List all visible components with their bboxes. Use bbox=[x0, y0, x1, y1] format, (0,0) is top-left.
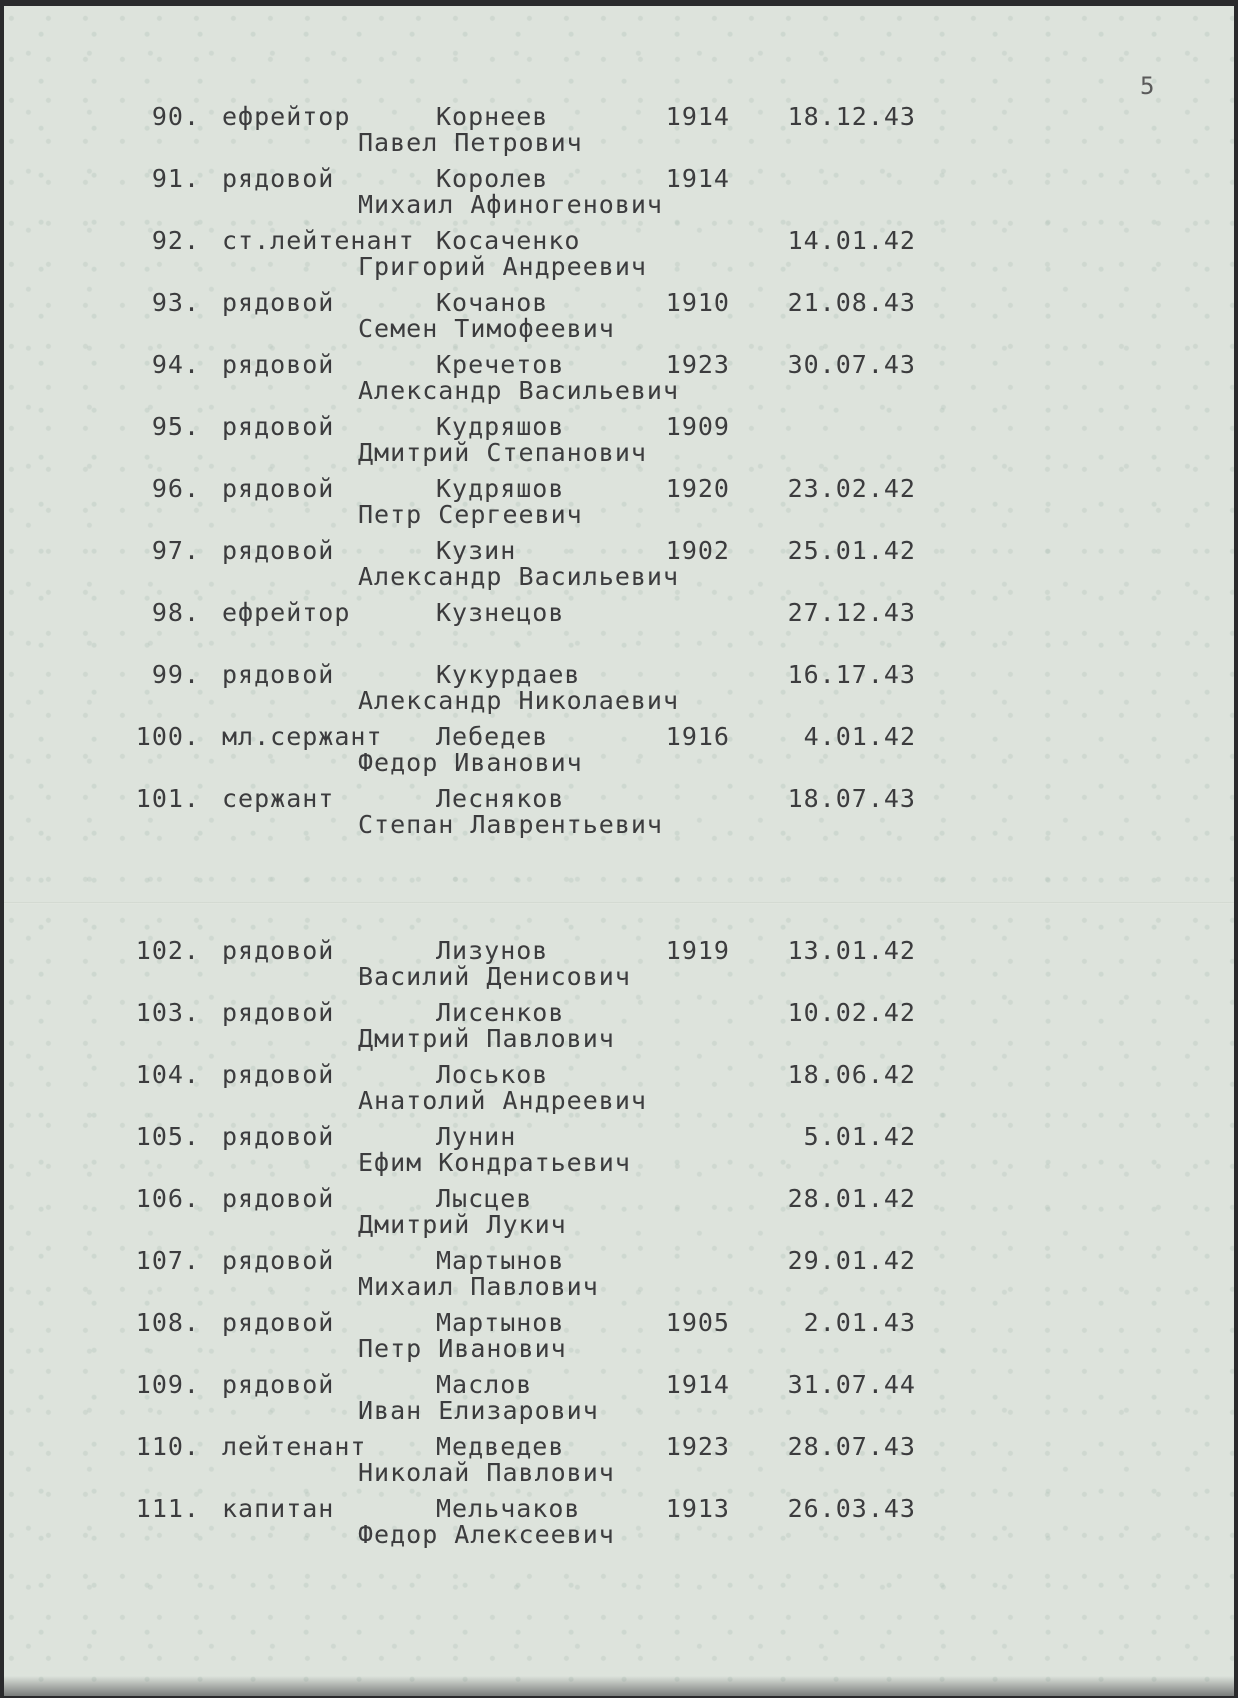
entry-birth-year: 1914 bbox=[665, 164, 730, 193]
entry-rank: рядовой bbox=[222, 412, 335, 441]
list-entry bbox=[4, 1246, 1234, 1306]
entry-rank: рядовой bbox=[222, 1246, 335, 1275]
entry-number: 104. bbox=[135, 1060, 200, 1089]
list-entry bbox=[4, 1370, 1234, 1430]
entry-birth-year: 1923 bbox=[665, 350, 730, 379]
entry-given-name: Ефим Кондратьевич bbox=[358, 1148, 631, 1177]
entry-rank: ефрейтор bbox=[222, 102, 351, 131]
entry-date: 28.07.43 bbox=[787, 1432, 916, 1461]
entry-date: 18.07.43 bbox=[787, 784, 916, 813]
entry-surname: Медведев bbox=[436, 1432, 565, 1461]
entry-date: 13.01.42 bbox=[787, 936, 916, 965]
entry-date: 28.01.42 bbox=[787, 1184, 916, 1213]
list-entry bbox=[4, 536, 1234, 596]
entry-number: 91. bbox=[151, 164, 200, 193]
entry-birth-year: 1920 bbox=[665, 474, 730, 503]
entry-rank: рядовой bbox=[222, 1308, 335, 1337]
entry-surname: Мартынов bbox=[436, 1308, 565, 1337]
entry-date: 26.03.43 bbox=[787, 1494, 916, 1523]
entry-date: 16.17.43 bbox=[787, 660, 916, 689]
entry-date: 30.07.43 bbox=[787, 350, 916, 379]
entry-given-name: Михаил Афиногенович bbox=[358, 190, 663, 219]
entry-number: 101. bbox=[135, 784, 200, 813]
list-entry bbox=[4, 288, 1234, 348]
entry-surname: Лебедев bbox=[436, 722, 549, 751]
entry-date: 4.01.42 bbox=[803, 722, 916, 751]
entry-date: 23.02.42 bbox=[787, 474, 916, 503]
entry-rank: рядовой bbox=[222, 936, 335, 965]
entry-given-name: Василий Денисович bbox=[358, 962, 631, 991]
list-entry bbox=[4, 784, 1234, 844]
entry-date: 21.08.43 bbox=[787, 288, 916, 317]
entry-surname: Мельчаков bbox=[436, 1494, 581, 1523]
entry-given-name: Николай Павлович bbox=[358, 1458, 615, 1487]
entry-birth-year: 1914 bbox=[665, 102, 730, 131]
list-entry bbox=[4, 660, 1234, 720]
paper-fold-line bbox=[4, 902, 1234, 904]
entry-rank: рядовой bbox=[222, 1370, 335, 1399]
entry-date: 5.01.42 bbox=[803, 1122, 916, 1151]
entry-rank: ст.лейтенант bbox=[222, 226, 415, 255]
entry-given-name: Анатолий Андреевич bbox=[358, 1086, 647, 1115]
entry-surname: Косаченко bbox=[436, 226, 581, 255]
document-page bbox=[4, 6, 1234, 1696]
entry-date: 31.07.44 bbox=[787, 1370, 916, 1399]
entry-number: 108. bbox=[135, 1308, 200, 1337]
list-entry bbox=[4, 412, 1234, 472]
entry-number: 106. bbox=[135, 1184, 200, 1213]
entry-rank: рядовой bbox=[222, 350, 335, 379]
entry-number: 93. bbox=[151, 288, 200, 317]
entry-rank: рядовой bbox=[222, 998, 335, 1027]
entry-number: 97. bbox=[151, 536, 200, 565]
list-entry bbox=[4, 1184, 1234, 1244]
entry-surname: Маслов bbox=[436, 1370, 533, 1399]
entry-surname: Лунин bbox=[436, 1122, 517, 1151]
entry-surname: Кочанов bbox=[436, 288, 549, 317]
entry-date: 25.01.42 bbox=[787, 536, 916, 565]
list-entry bbox=[4, 722, 1234, 782]
list-entry bbox=[4, 1432, 1234, 1492]
entry-rank: сержант bbox=[222, 784, 335, 813]
entry-given-name: Федор Иванович bbox=[358, 748, 583, 777]
entry-surname: Лизунов bbox=[436, 936, 549, 965]
entry-number: 95. bbox=[151, 412, 200, 441]
entry-surname: Лысцев bbox=[436, 1184, 533, 1213]
list-entry bbox=[4, 474, 1234, 534]
entry-number: 102. bbox=[135, 936, 200, 965]
entry-surname: Кукурдаев bbox=[436, 660, 581, 689]
entry-birth-year: 1905 bbox=[665, 1308, 730, 1337]
entry-given-name: Александр Васильевич bbox=[358, 562, 680, 591]
entry-number: 98. bbox=[151, 598, 200, 627]
list-entry bbox=[4, 1122, 1234, 1182]
entry-birth-year: 1909 bbox=[665, 412, 730, 441]
entry-number: 92. bbox=[151, 226, 200, 255]
entry-surname: Кудряшов bbox=[436, 412, 565, 441]
entry-surname: Корнеев bbox=[436, 102, 549, 131]
entry-number: 90. bbox=[151, 102, 200, 131]
entry-number: 94. bbox=[151, 350, 200, 379]
entry-surname: Кудряшов bbox=[436, 474, 565, 503]
entry-given-name: Петр Сергеевич bbox=[358, 500, 583, 529]
list-entry bbox=[4, 350, 1234, 410]
entry-given-name: Дмитрий Степанович bbox=[358, 438, 647, 467]
entry-number: 110. bbox=[135, 1432, 200, 1461]
entry-rank: капитан bbox=[222, 1494, 335, 1523]
entry-rank: рядовой bbox=[222, 288, 335, 317]
list-entry bbox=[4, 1060, 1234, 1120]
page-bottom-edge bbox=[4, 1676, 1234, 1696]
entry-surname: Лесняков bbox=[436, 784, 565, 813]
entry-rank: лейтенант bbox=[222, 1432, 367, 1461]
entry-birth-year: 1916 bbox=[665, 722, 730, 751]
entry-number: 99. bbox=[151, 660, 200, 689]
entry-surname: Мартынов bbox=[436, 1246, 565, 1275]
entry-date: 18.12.43 bbox=[787, 102, 916, 131]
entry-rank: рядовой bbox=[222, 1060, 335, 1089]
entry-given-name: Григорий Андреевич bbox=[358, 252, 647, 281]
entry-given-name: Дмитрий Лукич bbox=[358, 1210, 567, 1239]
entry-date: 2.01.43 bbox=[803, 1308, 916, 1337]
entry-given-name: Александр Васильевич bbox=[358, 376, 680, 405]
entry-surname: Кузнецов bbox=[436, 598, 565, 627]
entry-date: 18.06.42 bbox=[787, 1060, 916, 1089]
entry-date: 10.02.42 bbox=[787, 998, 916, 1027]
page-number: 5 bbox=[1140, 72, 1155, 100]
entry-number: 96. bbox=[151, 474, 200, 503]
entry-given-name: Степан Лаврентьевич bbox=[358, 810, 663, 839]
list-entry bbox=[4, 164, 1234, 224]
entry-rank: рядовой bbox=[222, 474, 335, 503]
entry-date: 29.01.42 bbox=[787, 1246, 916, 1275]
entry-number: 100. bbox=[135, 722, 200, 751]
entry-date: 27.12.43 bbox=[787, 598, 916, 627]
entry-date: 14.01.42 bbox=[787, 226, 916, 255]
entry-birth-year: 1919 bbox=[665, 936, 730, 965]
entry-birth-year: 1923 bbox=[665, 1432, 730, 1461]
entry-rank: рядовой bbox=[222, 660, 335, 689]
list-entry bbox=[4, 598, 1234, 658]
entry-number: 103. bbox=[135, 998, 200, 1027]
list-entry bbox=[4, 998, 1234, 1058]
entry-number: 107. bbox=[135, 1246, 200, 1275]
entry-given-name: Петр Иванович bbox=[358, 1334, 567, 1363]
list-entry bbox=[4, 1308, 1234, 1368]
entry-surname: Королев bbox=[436, 164, 549, 193]
entry-given-name: Михаил Павлович bbox=[358, 1272, 599, 1301]
entry-given-name: Александр Николаевич bbox=[358, 686, 680, 715]
entry-given-name: Семен Тимофеевич bbox=[358, 314, 615, 343]
entry-birth-year: 1913 bbox=[665, 1494, 730, 1523]
entry-birth-year: 1902 bbox=[665, 536, 730, 565]
entry-number: 109. bbox=[135, 1370, 200, 1399]
entry-rank: рядовой bbox=[222, 536, 335, 565]
entry-given-name: Федор Алексеевич bbox=[358, 1520, 615, 1549]
entry-surname: Лисенков bbox=[436, 998, 565, 1027]
list-entry bbox=[4, 226, 1234, 286]
list-entry bbox=[4, 1494, 1234, 1554]
list-entry bbox=[4, 936, 1234, 996]
list-entry bbox=[4, 102, 1234, 162]
entry-birth-year: 1910 bbox=[665, 288, 730, 317]
entry-rank: рядовой bbox=[222, 1184, 335, 1213]
entry-surname: Кречетов bbox=[436, 350, 565, 379]
entry-number: 111. bbox=[135, 1494, 200, 1523]
entry-given-name: Дмитрий Павлович bbox=[358, 1024, 615, 1053]
entry-given-name: Иван Елизарович bbox=[358, 1396, 599, 1425]
entry-rank: мл.сержант bbox=[222, 722, 383, 751]
entry-birth-year: 1914 bbox=[665, 1370, 730, 1399]
entry-rank: рядовой bbox=[222, 1122, 335, 1151]
entry-surname: Лоськов bbox=[436, 1060, 549, 1089]
entry-rank: ефрейтор bbox=[222, 598, 351, 627]
entry-given-name: Павел Петрович bbox=[358, 128, 583, 157]
entry-surname: Кузин bbox=[436, 536, 517, 565]
entry-number: 105. bbox=[135, 1122, 200, 1151]
entry-rank: рядовой bbox=[222, 164, 335, 193]
